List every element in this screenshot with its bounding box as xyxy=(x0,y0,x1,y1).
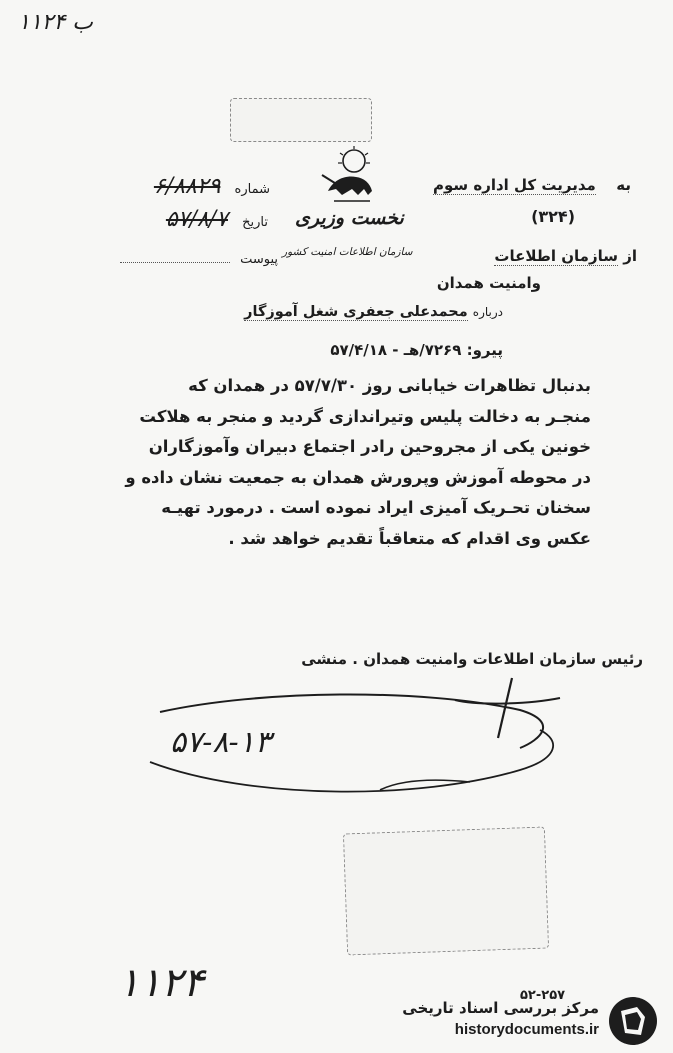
body-line: در محوطه آموزش وپرورش همدان به جمعیت نشان داده و xyxy=(125,467,591,487)
from-line xyxy=(494,247,637,265)
handwritten-date: ۵۷-۸-۱۳ xyxy=(170,725,271,760)
archive-logo-icon xyxy=(607,995,659,1047)
body-text xyxy=(71,376,591,559)
from-label: از xyxy=(623,247,637,265)
to-label: به xyxy=(616,176,631,194)
office-stamp: نخست وزیری xyxy=(295,207,404,229)
signature-line: رئیس سازمان اطلاعات وامنیت همدان . منشی xyxy=(301,650,643,668)
subject-value: محمدعلی جعفری شغل آموزگار xyxy=(244,304,468,320)
office-stamp-2: سازمان اطلاعات امنیت کشور xyxy=(282,246,413,258)
date-label: تاریخ xyxy=(242,215,268,230)
received-stamp-box xyxy=(343,827,549,956)
attach-row xyxy=(118,252,278,267)
watermark xyxy=(390,995,665,1047)
date-value: ۵۷/۸/۷ xyxy=(165,207,228,232)
body-line: خونین یکی از مجروحین رادر اجتماع دبیران وآموزگاران xyxy=(148,437,591,456)
top-stamp-box xyxy=(230,98,372,142)
body-line: بدنبال تظاهرات خیابانی روز ۵۷/۷/۳۰ در همدان که xyxy=(188,376,591,395)
to-value: مدیریت کل اداره سوم xyxy=(432,176,596,194)
date-row xyxy=(108,207,268,232)
number-label: شماره xyxy=(234,182,270,197)
number-ref: (۳۲۴) xyxy=(531,207,575,226)
subject-line xyxy=(244,304,503,320)
page-number-hand: ۱۱۲۴ xyxy=(118,960,204,1006)
number-value: ۶/۸۸۲۹ xyxy=(153,174,221,199)
corner-note: ب ۱۱۲۴ xyxy=(18,10,93,35)
body-line: منجـر به دخالت پلیس وتیراندازی گردید و منجر به هلاکت xyxy=(139,406,591,426)
attach-dots xyxy=(120,262,230,263)
watermark-url: historydocuments.ir xyxy=(454,1021,599,1038)
to-line xyxy=(433,176,631,194)
body-line: سخنان تحـریک آمیزی ایراد نموده است . درمورد تهیـه xyxy=(161,498,591,517)
archive-code: ۵۲-۲۵۷ xyxy=(520,988,566,1003)
number-row xyxy=(100,174,270,199)
handwritten-scribble xyxy=(0,670,673,830)
lion-sun-emblem-icon xyxy=(318,145,382,207)
attach-label: پیوست xyxy=(240,252,278,267)
reference-line: پیرو: ۷۲۶۹/هـ - ۵۷/۴/۱۸ xyxy=(330,341,503,359)
body-line: عکس وی اقدام که متعاقباً تقدیم خواهد شد . xyxy=(228,528,591,548)
subject-label: درباره xyxy=(472,305,503,319)
from-value: سازمان اطلاعات xyxy=(494,247,618,265)
from-value-2: وامنیت همدان xyxy=(436,274,541,292)
watermark-title: مرکز بررسی اسناد تاریخی xyxy=(402,999,599,1017)
